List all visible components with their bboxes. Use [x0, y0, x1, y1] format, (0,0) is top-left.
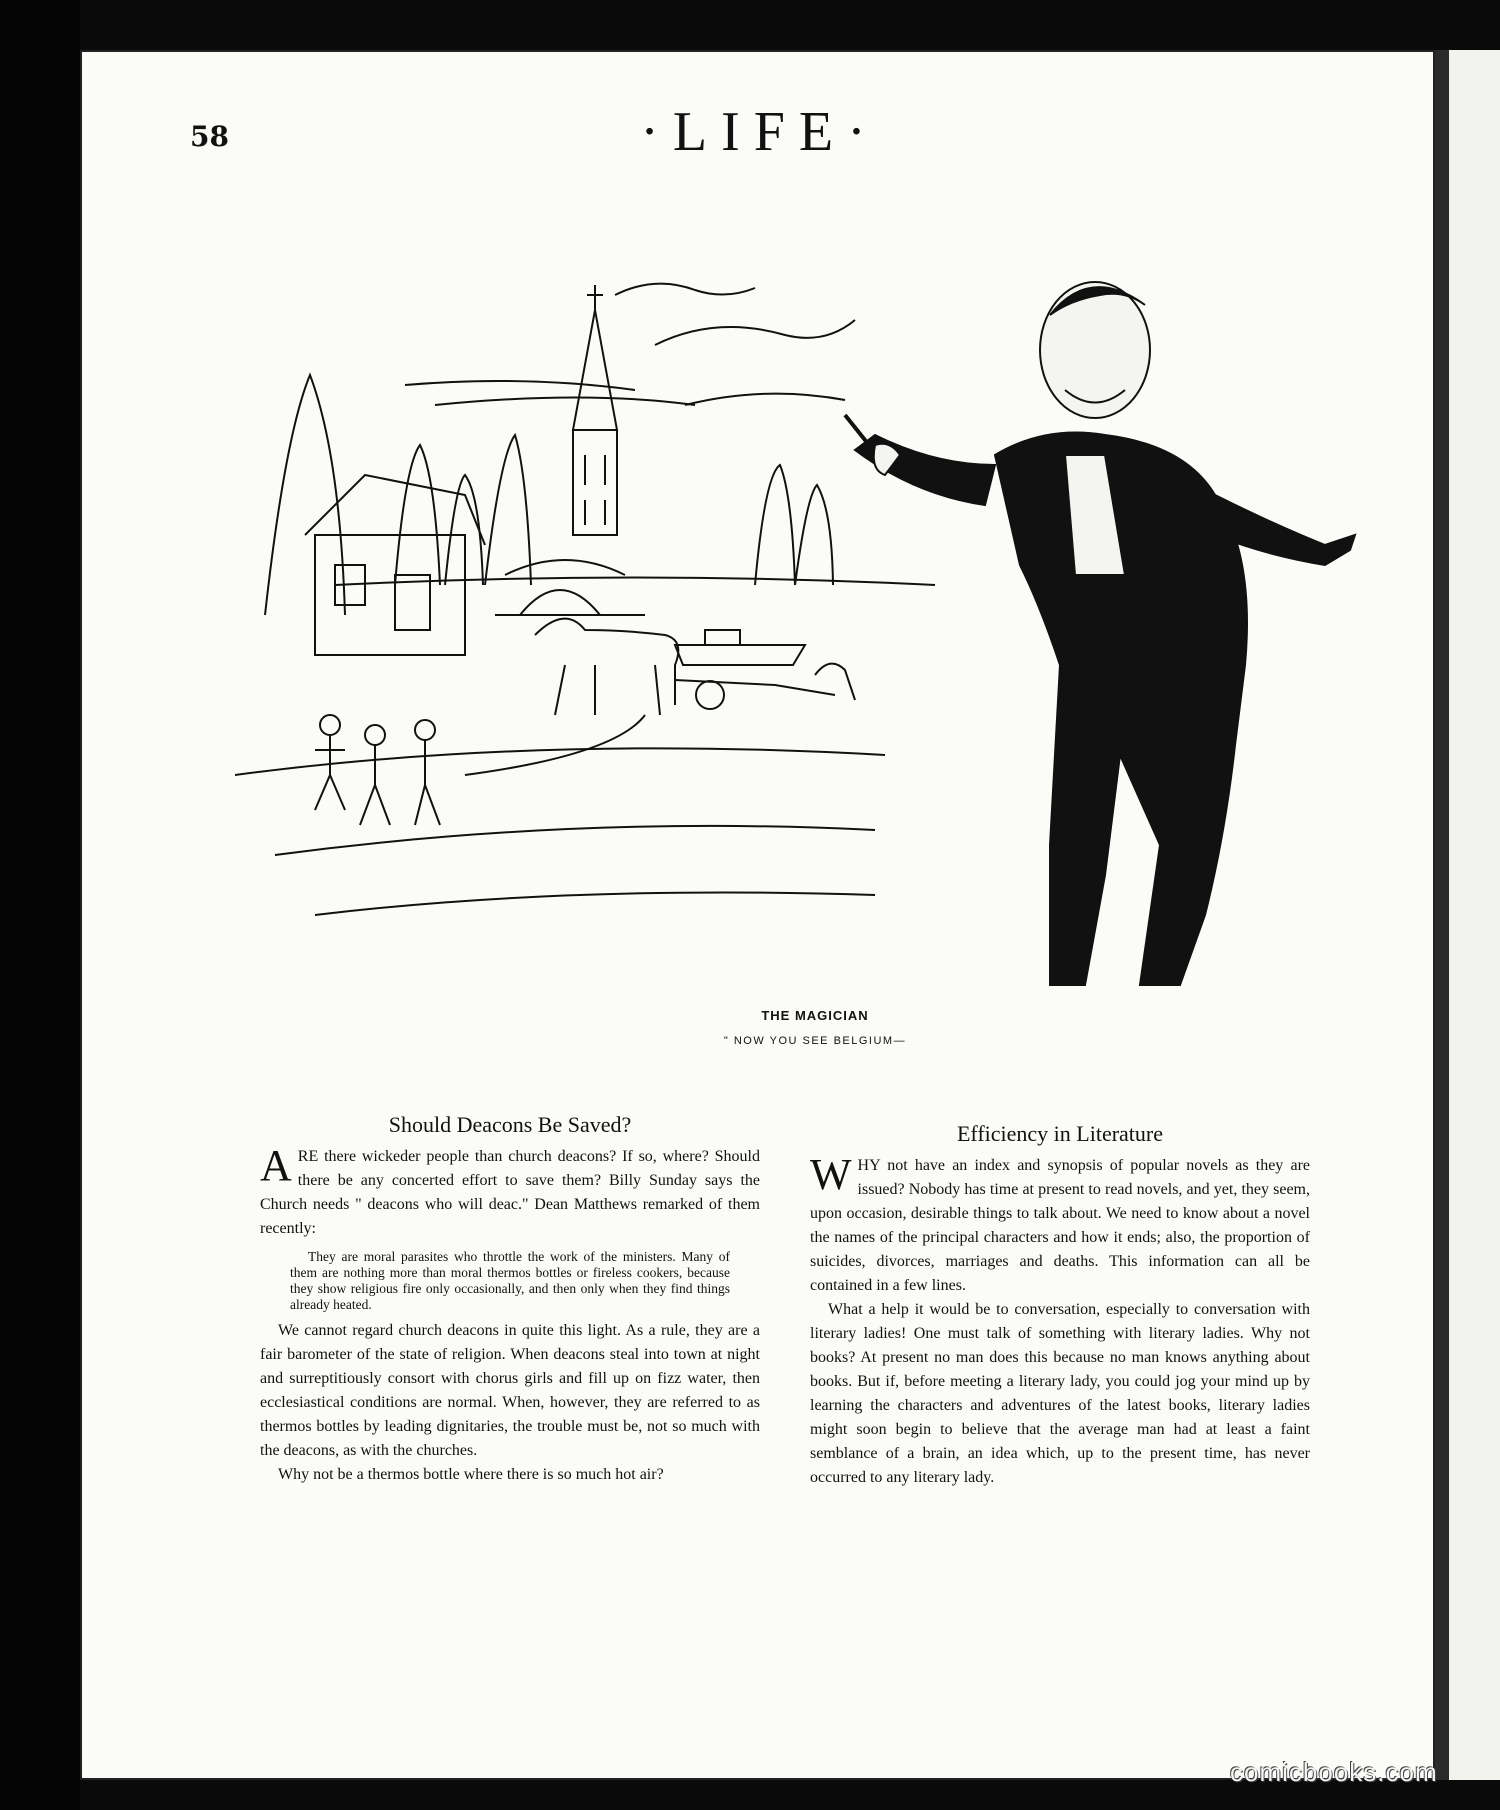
article-deacons: [260, 1113, 760, 1487]
article-paragraph: We cannot regard church deacons in quite this light. As a rule, they are a fair barometer of the state of religion. When deacons steal into town at night and surreptitiously consort with chorus girls and fill up on fizz water, then ecclesiastical conditions are normal. When, however, they are referred to as thermos bottles by leading dignitaries, the trouble must be, not so much with the deacons, as with the churches.: [260, 1322, 760, 1459]
masthead-title: ·LIFE·: [640, 101, 880, 163]
watermark-text: comicbooks.com: [1230, 1757, 1438, 1787]
binding-spine: [1435, 50, 1449, 1780]
article-paragraph: [260, 1141, 760, 1241]
article-paragraph: Why not be a thermos bottle where there is so much hot air?: [278, 1466, 664, 1483]
paragraph-text: RE there wickeder people than church deacons? If so, where? Should there be any concerted effort to save them? Billy Sunday says the Church needs " deacons who will deac." Dean Matthews remarked of them recently:: [260, 1148, 760, 1237]
drop-cap: W: [810, 1150, 852, 1199]
magician-illustration: [235, 255, 1395, 995]
scan-edge: [0, 0, 80, 1810]
article-paragraph: [810, 1150, 1310, 1298]
drop-cap: A: [260, 1141, 292, 1190]
article-title: Efficiency in Literature: [956, 1121, 1164, 1146]
quote-text: They are moral parasites who throttle the work of the ministers. Many of them are nothing more than moral thermos bottles or fireless cookers, because they show religious fire only occasionally, and then only when they find things already heated.: [290, 1249, 730, 1312]
illustration-caption-title: THE MAGICIAN: [761, 1008, 869, 1023]
article-title: Should Deacons Be Saved?: [388, 1112, 632, 1137]
article-efficiency: [810, 1122, 1310, 1490]
facing-page-edge: [1449, 50, 1500, 1780]
article-paragraph: What a help it would be to conversation, especially to conversation with literary ladies! One must talk of something with literary ladies. Why not books? At present no man does this because no man knows anything about books. But if, before meeting a literary lady, you could jog your mind up by learning the characters and adventures of the latest books, literary ladies might soon begin to believe that the average man had at least a faint semblance of a brain, an idea which, up to the present time, has never occurred to any literary lady.: [810, 1301, 1310, 1486]
block-quote: [290, 1249, 730, 1313]
page-number: 58: [190, 120, 229, 153]
illustration-caption-subtitle: " NOW YOU SEE BELGIUM—: [723, 1035, 907, 1047]
paragraph-text: HY not have an index and synopsis of popular novels as they are issued? Nobody has time at present to read novels, and yet, they seem, upon occasion, desirable things to talk about. We need to know about a novel the names of the principal characters and how it ends; also, the proportion of suicides, divorces, marriages and deaths. This information can all be contained in a few lines.: [810, 1157, 1310, 1294]
